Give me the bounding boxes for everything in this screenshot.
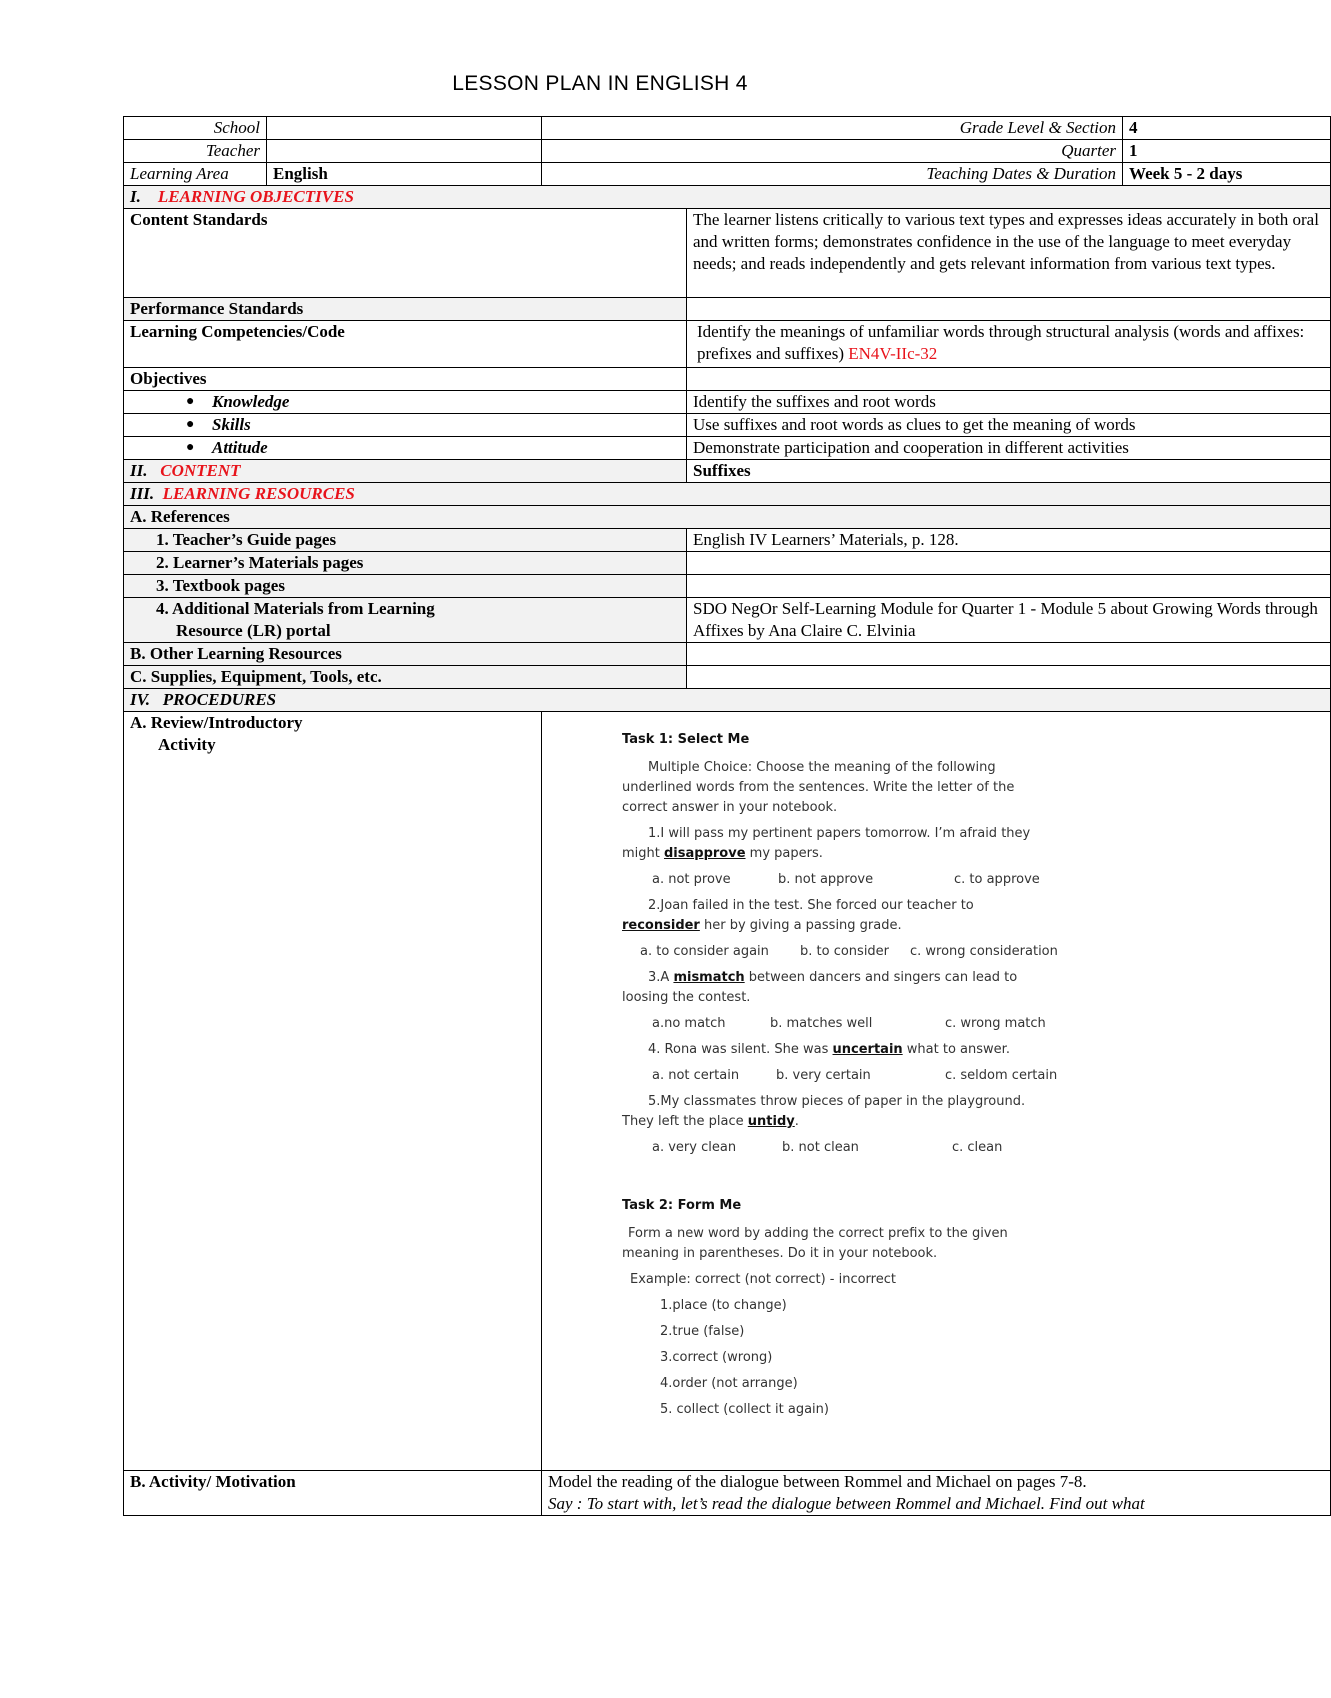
objectives-label: Objectives [124, 368, 687, 391]
activity-row [124, 1471, 1331, 1516]
objective-knowledge-row [124, 391, 1331, 414]
review-row [124, 712, 1331, 1471]
school-value [267, 117, 542, 140]
task-1-options: a. not prove b. not approve c. to approve [652, 872, 1040, 887]
resources-heading: LEARNING RESOURCES [162, 484, 355, 503]
am-row [124, 598, 1331, 643]
task-2-item: 1.place (to change) [660, 1298, 787, 1313]
references-label: A. References [124, 506, 1331, 529]
procedures-section-row [124, 689, 1331, 712]
task-2-instructions: Form a new word by adding the correct prefix to the given meaning in parentheses. Do it in your notebook. [622, 1226, 1008, 1261]
bullet-icon: ● [186, 394, 195, 409]
other-row [124, 643, 1331, 666]
procedures-heading: PROCEDURES [162, 690, 277, 709]
section-numeral: I. [130, 187, 141, 206]
section-numeral: II. [130, 461, 148, 480]
objective-label: Attitude [212, 438, 268, 457]
task-1-question: 4. Rona was silent. She was uncertain what to answer. [648, 1042, 1010, 1057]
task-1-question: 3.A mismatch between dancers and singers can lead to loosing the contest. [622, 970, 1018, 1005]
dates-value: Week 5 - 2 days [1123, 163, 1331, 186]
content-standards-label: Content Standards [124, 209, 687, 298]
lm-row [124, 552, 1331, 575]
performance-row [124, 298, 1331, 321]
area-value: English [267, 163, 542, 186]
task-1-question: 2.Joan failed in the test. She forced our teacher to reconsider her by giving a passing grade. [622, 898, 974, 933]
review-label-1: A. Review/Introductory [130, 713, 303, 732]
objectives-section-row [124, 186, 1331, 209]
supplies-label: C. Supplies, Equipment, Tools, etc. [124, 666, 687, 689]
task-2-item: 3.correct (wrong) [660, 1350, 773, 1365]
task-1-options: a. very clean b. not clean c. clean [652, 1140, 1003, 1155]
tg-label: 1. Teacher’s Guide pages [124, 529, 687, 552]
task-2-item: 5. collect (collect it again) [660, 1402, 829, 1417]
teacher-row [124, 140, 1331, 163]
objective-attitude-row [124, 437, 1331, 460]
task-1-options: a.no match b. matches well c. wrong match [652, 1016, 1046, 1031]
task-1-question: 5.My classmates throw pieces of paper in the playground. They left the place untidy. [622, 1094, 1026, 1129]
task-1-title: Task 1: Select Me [622, 732, 750, 747]
performance-value [687, 298, 1331, 321]
task-1-options: a. to consider again b. to consider c. wrong consideration [640, 944, 1058, 959]
lm-label: 2. Learner’s Materials pages [124, 552, 687, 575]
task-2-title: Task 2: Form Me [622, 1198, 742, 1213]
objective-value: Demonstrate participation and cooperation in different activities [687, 437, 1331, 460]
references-row [124, 506, 1331, 529]
grade-label: Grade Level & Section [542, 117, 1123, 140]
dates-label: Teaching Dates & Duration [542, 163, 1123, 186]
task-1-options: a. not certain b. very certain c. seldom certain [652, 1068, 1058, 1083]
performance-label: Performance Standards [124, 298, 687, 321]
objective-skills-row [124, 414, 1331, 437]
section-numeral: IV. [130, 690, 151, 709]
tg-row [124, 529, 1331, 552]
tb-label: 3. Textbook pages [124, 575, 687, 598]
task-1 [622, 730, 1324, 1158]
area-label: Learning Area [124, 163, 267, 186]
objective-label: Skills [212, 415, 251, 434]
tg-value: English IV Learners’ Materials, p. 128. [687, 529, 1331, 552]
activity-line-1: Model the reading of the dialogue between Rommel and Michael on pages 7-8. [548, 1472, 1087, 1491]
grade-value: 4 [1123, 117, 1331, 140]
page-title: LESSON PLAN IN ENGLISH 4 [452, 72, 748, 95]
competencies-row [124, 321, 1331, 368]
objectives-heading: LEARNING OBJECTIVES [157, 187, 354, 206]
am-label-2: Resource (LR) portal [176, 621, 331, 640]
review-label-2: Activity [158, 735, 216, 754]
teacher-value [267, 140, 542, 163]
objective-label: Knowledge [212, 392, 290, 411]
activity-line-2: To start with, let’s read the dialogue between Rommel and Michael. Find out what [586, 1494, 1145, 1513]
area-row [124, 163, 1331, 186]
school-row [124, 117, 1331, 140]
content-value: Suffixes [687, 460, 1331, 483]
school-label: School [124, 117, 267, 140]
bullet-icon: ● [186, 440, 195, 455]
other-label: B. Other Learning Resources [124, 643, 687, 666]
task-1-instructions: Multiple Choice: Choose the meaning of the following underlined words from the sentences. Write the letter of the correct answer in your notebook. [622, 760, 1015, 815]
quarter-label: Quarter [542, 140, 1123, 163]
am-value: SDO NegOr Self-Learning Module for Quarter 1 - Module 5 about Growing Words through Affixes by Ana Claire C. Elvinia [687, 598, 1331, 643]
task-2-item: 4.order (not arrange) [660, 1376, 798, 1391]
teacher-label: Teacher [124, 140, 267, 163]
quarter-value: 1 [1123, 140, 1331, 163]
competencies-label: Learning Competencies/Code [124, 321, 687, 368]
activity-say: Say : [548, 1494, 583, 1513]
lesson-plan-table [123, 116, 1331, 1516]
section-numeral: III. [130, 484, 155, 503]
bullet-icon: ● [186, 417, 195, 432]
task-2 [622, 1196, 1324, 1420]
activity-label: B. Activity/ Motivation [124, 1471, 542, 1516]
am-label-1: 4. Additional Materials from Learning [156, 599, 435, 618]
objective-value: Identify the suffixes and root words [687, 391, 1331, 414]
content-standards-value: The learner listens critically to various text types and expresses ideas accurately in both oral and written forms; demonstrates confidence in the use of the language to meet everyday needs; and reads independently and gets relevant information from various text types. [687, 209, 1331, 298]
tb-row [124, 575, 1331, 598]
resources-section-row [124, 483, 1331, 506]
task-1-question: 1.I will pass my pertinent papers tomorrow. I’m afraid they might disapprove my papers. [622, 826, 1031, 861]
task-2-item: 2.true (false) [660, 1324, 745, 1339]
objectives-label-row [124, 368, 1331, 391]
objective-value: Use suffixes and root words as clues to get the meaning of words [687, 414, 1331, 437]
content-row [124, 460, 1331, 483]
supplies-row [124, 666, 1331, 689]
content-heading: CONTENT [160, 461, 241, 480]
competencies-code: EN4V-IIc-32 [848, 344, 938, 363]
competencies-value: Identify the meanings of unfamiliar words through structural analysis (words and affixes: prefixes and suffixes) [697, 322, 1305, 363]
content-standards-row [124, 209, 1331, 298]
task-2-example: Example: correct (not correct) - incorrect [630, 1272, 896, 1287]
